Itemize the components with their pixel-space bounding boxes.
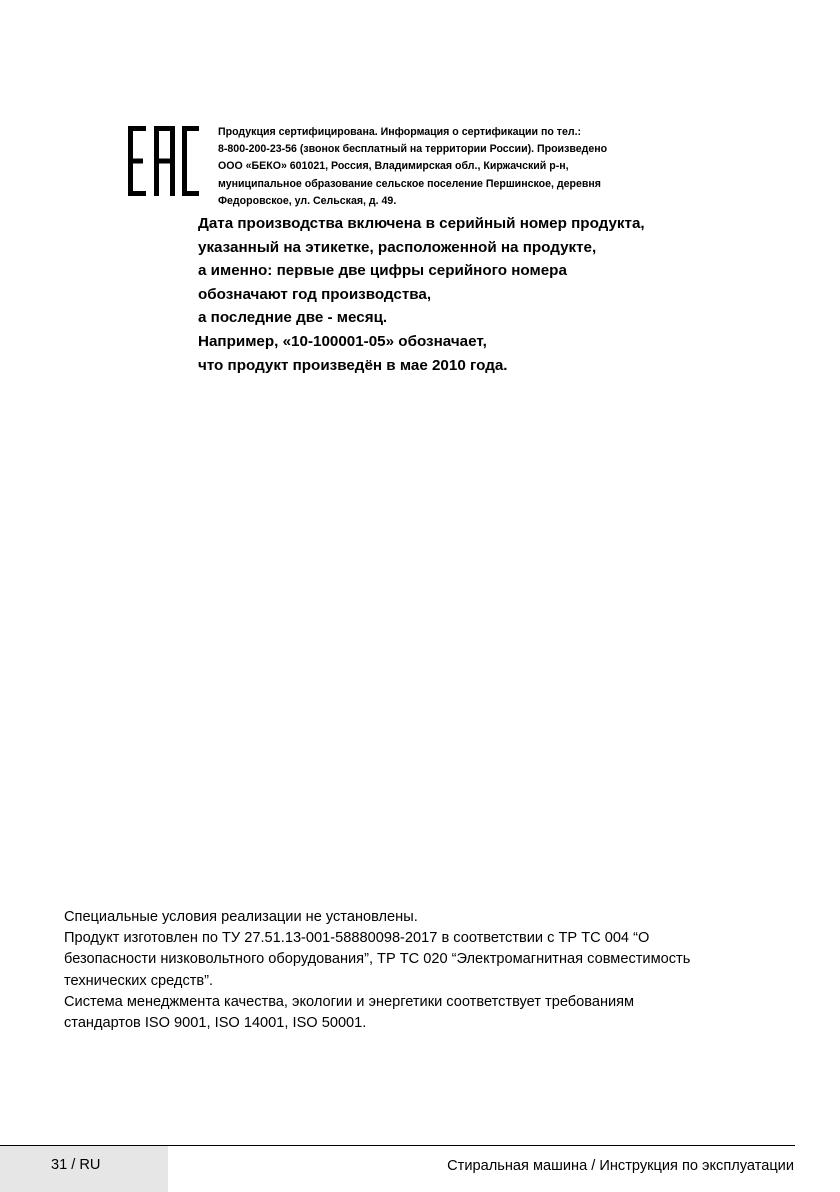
- production-date-line: что продукт произведён в мае 2010 года.: [198, 356, 508, 374]
- production-date-line: Дата производства включена в серийный номер продукта,: [198, 215, 645, 232]
- footer-page-box: [0, 1146, 168, 1192]
- production-date-line: а последние две - месяц.: [198, 309, 388, 327]
- compliance-line: Специальные условия реализации не установлены.: [64, 909, 418, 925]
- page-number: 31 / RU: [51, 1157, 101, 1173]
- certification-line: 8-800-200-23-56 (звонок бесплатный на территории России). Произведено: [218, 143, 608, 156]
- production-date-line: обозначают год производства,: [198, 285, 432, 303]
- compliance-line: безопасности низковольтного оборудования”, ТР ТС 020 “Электромагнитная совместимость: [64, 951, 691, 968]
- footer-document-title: Стиральная машина / Инструкция по эксплуатации: [447, 1158, 794, 1174]
- production-date-line: Например, «10-100001-05» обозначает,: [198, 332, 487, 350]
- compliance-line: Продукт изготовлен по ТУ 27.51.13-001-58880098-2017 в соответствии с ТР ТС 004 “О: [64, 930, 650, 947]
- production-date-line: а именно: первые две цифры серийного номера: [198, 262, 567, 280]
- certification-line: ООО «БЕКО» 601021, Россия, Владимирская обл., Киржачский р-н,: [218, 160, 569, 173]
- certification-info: [218, 124, 698, 210]
- eac-logo-icon: [126, 126, 200, 196]
- compliance-info: [64, 907, 804, 1034]
- certification-line: Продукция сертифицирована. Информация о сертификации по тел.:: [218, 126, 582, 138]
- compliance-line: стандартов ISO 9001, ISO 14001, ISO 50001.: [64, 1015, 367, 1032]
- production-date-info: [198, 212, 758, 377]
- certification-line: муниципальное образование сельское поселение Першинское, деревня: [218, 177, 601, 190]
- certification-line: Федоровское, ул. Сельская, д. 49.: [218, 194, 397, 207]
- compliance-line: технических средств”.: [64, 972, 214, 989]
- compliance-line: Система менеджмента качества, экологии и энергетики соответствует требованиям: [64, 993, 635, 1010]
- production-date-line: указанный на этикетке, расположенной на продукте,: [198, 238, 597, 256]
